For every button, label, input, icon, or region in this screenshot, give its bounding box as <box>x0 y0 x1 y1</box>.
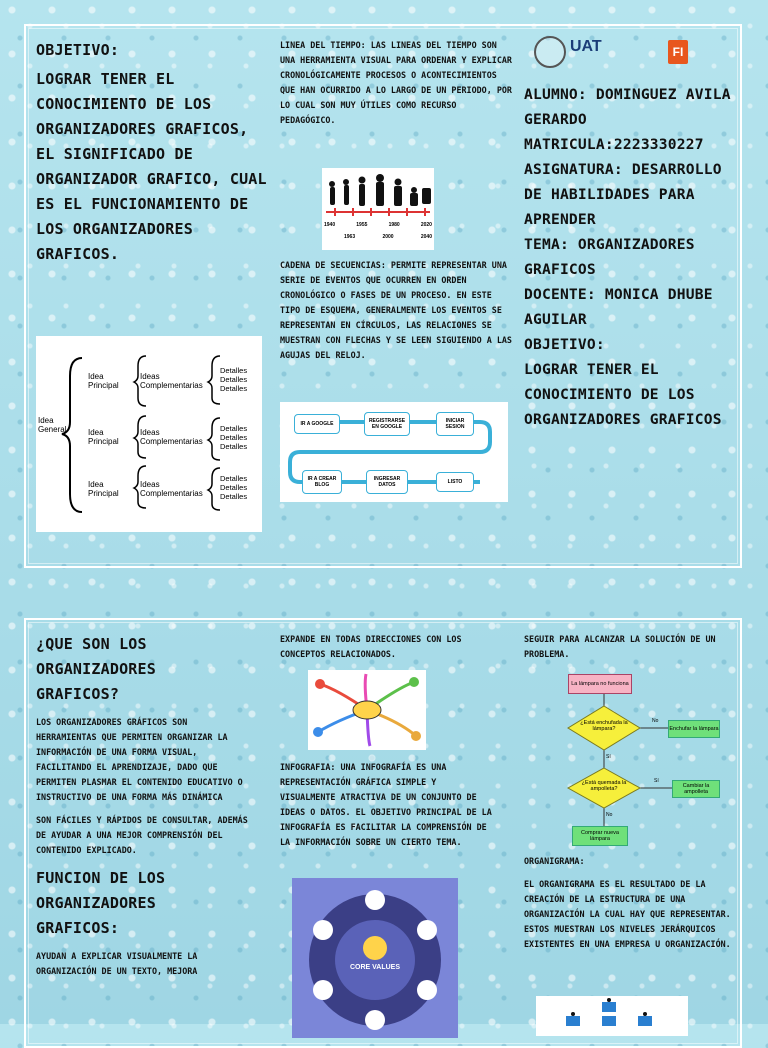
middle-column-2 <box>280 632 494 662</box>
objective-column <box>36 38 272 267</box>
flow-label-no-2: No <box>606 812 613 818</box>
matricula: MATRICULA:2223330227 <box>524 136 704 153</box>
tree-details-3 <box>220 474 247 501</box>
objective-heading: OBJETIVO: <box>36 41 120 59</box>
teacher: DOCENTE: MONICA DHUBE AGUILAR <box>524 286 713 328</box>
detail: Detalles <box>220 375 248 384</box>
what-text-2: SON FÁCILES Y RÁPIDOS DE CONSULTAR, ADEMÁS DE AYUDAR A UNA MEJOR COMPRENSIÓN DEL CONTENIDO EXPLICADO. <box>36 815 248 855</box>
infographic-text: INFOGRAFIA: UNA INFOGRAFÍA ES UNA REPRESENTACIÓN GRÁFICA SIMPLE Y VISUALMENTE ATRACTIVA DE UN CONJUNTO DE IDEAS O DATOS. EL OBJETIVO PRINCIPAL DE LA INFOGRAFÍA ES FACILITAR LA COMPRENSIÓN DE LA INFORMACIÓN SOBRE UN CIERTO TEMA. <box>280 762 492 847</box>
function-text: AYUDAN A EXPLICAR VISUALMENTE LA ORGANIZACIÓN DE UN TEXTO, MEJORA <box>36 951 198 976</box>
what-text: LOS ORGANIZADORES GRÁFICOS SON HERRAMIENTAS QUE PERMITEN ORGANIZAR LA INFORMACIÓN DE UNA FORMA VISUAL, FACILITANDO EL APRENDIZAJE, DADO QUE PERMITEN PLASMAR EL CONTENIDO EDUCATIVO O INSTRUCTIVO DE UNA FORMA MÁS DINÁMICA <box>36 717 243 802</box>
tree-comp-1: Ideas Complementarias <box>140 372 203 390</box>
fi-logo: FI <box>668 40 688 64</box>
flow-question-2: ¿Está quemada la ampolleta? <box>581 780 627 792</box>
year: 1940 <box>324 222 336 228</box>
middle-column <box>280 38 512 128</box>
university-seal-icon <box>534 36 566 68</box>
infographic-svg <box>292 878 458 1038</box>
subject: ASIGNATURA: DESARROLLO DE HABILIDADES PARA APRENDER <box>524 161 722 228</box>
tree-details-1 <box>220 366 247 393</box>
timeline-image <box>322 168 434 250</box>
tree-idea-3: Idea Principal <box>88 480 119 498</box>
timeline-text: LINEA DEL TIEMPO: LAS LINEAS DEL TIEMPO SON UNA HERRAMIENTA VISUAL PARA ORDENAR Y EXPLICAR CRONOLÓGICAMENTE PROCESOS O ACONTECIMIENTOS QUE HAN OCURRIDO A LO LARGO DE UN PERIODO, POR LO CUAL SON MUY ÚTILES COMO RECURSO PEDAGÓGICO. <box>280 40 512 125</box>
seq-step-3: INICIAR SESION <box>436 412 474 436</box>
top-panel <box>24 24 742 568</box>
flow-start: La lámpara no funciona <box>568 674 632 694</box>
what-heading: ¿QUE SON LOS ORGANIZADORES GRAFICOS? <box>36 635 156 703</box>
seq-step-6: LISTO <box>436 472 474 492</box>
flow-label-si-1: Sí <box>606 754 611 760</box>
timeline-years-bottom <box>344 234 432 240</box>
sequence-column <box>280 258 512 363</box>
infographic-column <box>280 760 494 850</box>
tree-comp-2: Ideas Complementarias <box>140 428 203 446</box>
definition-column <box>36 632 248 979</box>
org-text: EL ORGANIGRAMA ES EL RESULTADO DE LA CREACIÓN DE LA ESTRUCTURA DE UNA ORGANIZACIÓN LA CUAL HAY QUE REPRESENTAR. ESTOS MUESTRAN LOS NIVELES JERÁRQUICOS EXISTENTES EN UNA EMPRESA U ORGANIZACIÓN. <box>524 879 731 949</box>
year: 2020 <box>420 222 432 228</box>
tree-root: Idea General <box>38 416 67 434</box>
year: 1963 <box>344 234 356 240</box>
objective-text: LOGRAR TENER EL CONOCIMIENTO DE LOS ORGANIZADORES GRAFICOS, EL SIGNIFICADO DE ORGANIZADOR GRAFICO, CUAL ES EL FUNCIONAMIENTO DE LOS ORGANIZADORES GRAFICOS. <box>36 70 267 263</box>
detail: Detalles <box>220 442 248 451</box>
detail: Detalles <box>220 424 248 433</box>
seq-step-2: REGISTRARSE EN GOOGLE <box>364 412 410 436</box>
year: 1955 <box>356 222 368 228</box>
flow-end: Comprar nueva lámpara <box>572 826 628 846</box>
year: 2040 <box>420 234 432 240</box>
detail: Detalles <box>220 492 248 501</box>
year: 1980 <box>388 222 400 228</box>
flow-question-1: ¿Está enchufada la lámpara? <box>580 720 628 732</box>
flowchart-svg <box>560 670 730 852</box>
infographic-image <box>292 878 458 1038</box>
flow-action-1: Enchufar la lámpara <box>668 720 720 738</box>
sequence-text: CADENA DE SECUENCIAS: PERMITE REPRESENTAR UNA SERIE DE EVENTOS QUE OCURREN EN ORDEN CRONOLÓGICO O FASES DE UN PROCESO. EN ESTE TIPO DE ESQUEMA, GENERALMENTE LOS EVENTOS SE REPRESENTAN EN CÍRCULOS, LAS RELACIONES SE MUESTRAN CON FLECHAS Y SE LEEN SIGUIENDO A LAS AGUJAS DEL RELOJ. <box>280 260 512 360</box>
flow-column <box>524 632 738 662</box>
objective-text-right: LOGRAR TENER EL CONOCIMIENTO DE LOS ORGANIZADORES GRAFICOS <box>524 361 722 428</box>
year: 2000 <box>382 234 394 240</box>
uat-logo: UAT <box>570 38 602 55</box>
flow-label-no-1: No <box>652 718 659 724</box>
detail: Detalles <box>220 433 248 442</box>
detail: Detalles <box>220 384 248 393</box>
tree-idea-2: Idea Principal <box>88 428 119 446</box>
function-heading: FUNCION DE LOS ORGANIZADORES GRAFICOS: <box>36 869 166 937</box>
org-chart-svg <box>536 996 688 1036</box>
bottom-panel <box>24 618 742 1048</box>
seq-step-1: IR A GOOGLE <box>294 414 340 434</box>
mindmap-image <box>308 670 426 750</box>
flow-action-2: Cambiar la ampolleta <box>672 780 720 798</box>
tree-diagram <box>36 336 262 532</box>
detail: Detalles <box>220 366 248 375</box>
detail: Detalles <box>220 474 248 483</box>
flow-label-si-2: Sí <box>654 778 659 784</box>
flowchart <box>560 670 730 852</box>
detail: Detalles <box>220 483 248 492</box>
sequence-diagram <box>280 402 508 502</box>
timeline-years-top <box>324 222 432 228</box>
infographic-center-label: CORE VALUES <box>349 964 401 971</box>
info-column <box>524 82 738 432</box>
objective-heading-right: OBJETIVO: <box>524 336 605 353</box>
topic: TEMA: ORGANIZADORES GRAFICOS <box>524 236 695 278</box>
seq-step-5: INGRESAR DATOS <box>366 470 408 494</box>
tree-comp-3: Ideas Complementarias <box>140 480 203 498</box>
org-column <box>524 854 738 952</box>
tree-details-2 <box>220 424 247 451</box>
tree-idea-1: Idea Principal <box>88 372 119 390</box>
seq-step-4: IR A CREAR BLOG <box>302 470 342 494</box>
org-chart-image <box>536 996 688 1036</box>
mindmap-text: EXPANDE EN TODAS DIRECCIONES CON LOS CONCEPTOS RELACIONADOS. <box>280 634 462 659</box>
flow-intro: SEGUIR PARA ALCANZAR LA SOLUCIÓN DE UN PROBLEMA. <box>524 634 716 659</box>
mindmap-svg <box>308 670 426 750</box>
org-heading: ORGANIGRAMA: <box>524 856 585 866</box>
student-name: ALUMNO: DOMINGUEZ AVILA GERARDO <box>524 86 731 128</box>
